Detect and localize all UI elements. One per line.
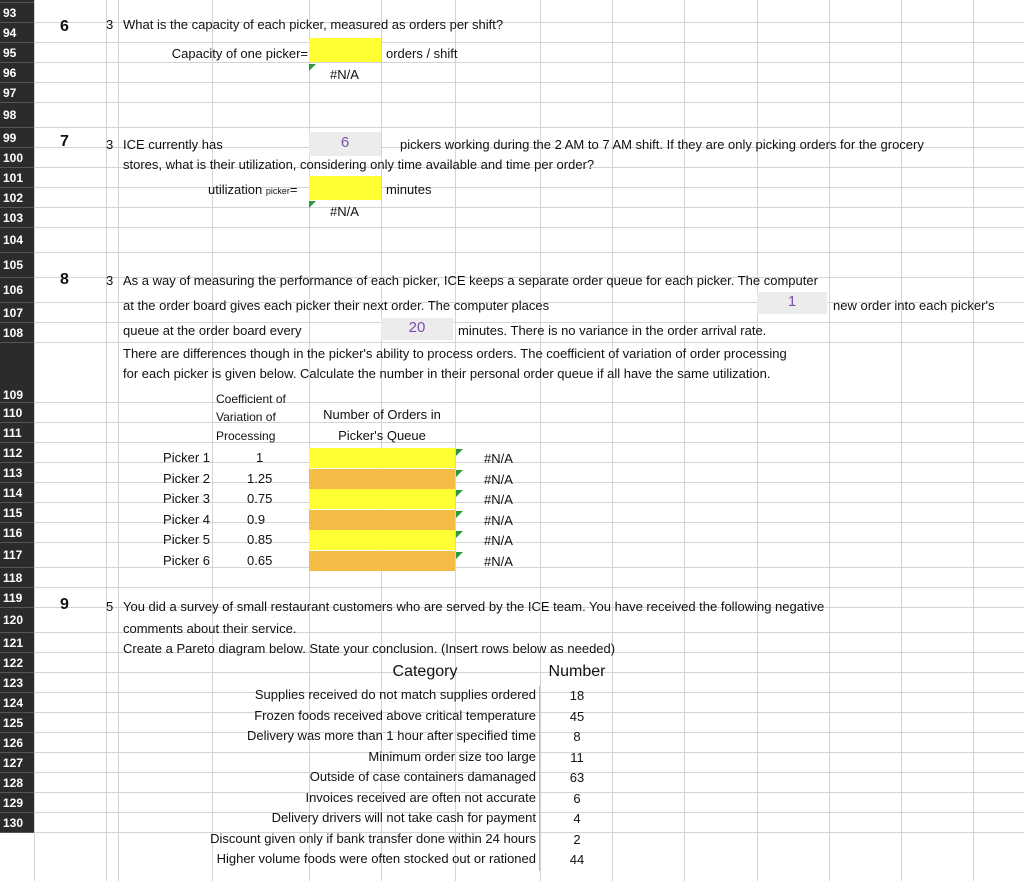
gridline [34, 402, 1024, 403]
q6-answer-cell[interactable] [309, 38, 381, 62]
q6-unit: orders / shift [386, 46, 458, 61]
row-header[interactable]: 115 [0, 503, 34, 523]
row-header[interactable]: 95 [0, 43, 34, 63]
row-header[interactable]: 94 [0, 23, 34, 43]
row-header[interactable]: 117 [0, 543, 34, 568]
row-header[interactable]: 119 [0, 588, 34, 608]
row-header[interactable]: 127 [0, 753, 34, 773]
q9-line2: comments about their service. [123, 621, 297, 636]
error-indicator-icon [456, 531, 463, 538]
q6-result: #N/A [330, 67, 359, 82]
gridline [34, 82, 1024, 83]
gridline [34, 422, 1024, 423]
picker-queue-result: #N/A [484, 512, 513, 528]
gridline [757, 0, 758, 881]
picker-name: Picker 5 [163, 532, 210, 547]
gridline [34, 0, 35, 881]
q7-value: 6 [340, 134, 350, 151]
row-header[interactable]: 100 [0, 148, 34, 168]
gridline [106, 0, 107, 881]
q9-points: 5 [106, 599, 114, 614]
q9-line3: Create a Pareto diagram below. State your conclusion. (Insert rows below as needed) [123, 641, 616, 656]
q8-line3b: minutes. There is no variance in the order arrival rate. [458, 323, 767, 338]
q8-line3a: queue at the order board every [123, 323, 302, 338]
error-indicator-icon [456, 449, 463, 456]
picker-queue-answer-cell[interactable] [309, 489, 455, 509]
picker-queue-answer-cell[interactable] [309, 510, 455, 530]
q8-line2a: at the order board gives each picker their next order. The computer places [123, 298, 550, 313]
q8-value1: 1 [787, 293, 797, 310]
q6-number: 6 [60, 18, 69, 35]
row-header[interactable]: 93 [0, 3, 34, 23]
pareto-number: 6 [573, 790, 581, 806]
gridline [34, 342, 1024, 343]
picker-cv: 0.65 [247, 552, 273, 568]
picker-queue-result: #N/A [484, 553, 513, 569]
gridline [973, 0, 974, 881]
q7-unit: minutes [386, 182, 432, 197]
gridline [34, 207, 1024, 208]
row-header[interactable]: 130 [0, 813, 34, 833]
pareto-number: 63 [569, 770, 585, 785]
picker-cv: 0.85 [247, 532, 273, 547]
gridline [118, 0, 119, 881]
q7-text-b: pickers working during the 2 AM to 7 AM shift. If they are only picking orders for the grocery [400, 137, 924, 152]
row-header[interactable]: 99 [0, 128, 34, 148]
row-header[interactable]: 121 [0, 633, 34, 653]
q7-answer-cell[interactable] [309, 176, 381, 200]
row-header[interactable]: 110 [0, 403, 34, 423]
q7-points: 3 [106, 137, 114, 152]
pareto-number: 18 [569, 688, 585, 703]
q7-label: utilization picker= [208, 182, 298, 197]
picker-cv: 1.25 [247, 470, 273, 486]
row-header[interactable]: 120 [0, 608, 34, 633]
row-header[interactable]: 101 [0, 168, 34, 188]
pareto-number: 8 [573, 729, 581, 744]
row-header[interactable]: 114 [0, 483, 34, 503]
gridline [34, 442, 1024, 443]
row-header[interactable]: 129 [0, 793, 34, 813]
q7-number: 7 [60, 133, 69, 150]
header-cv-line2: Variation of [216, 410, 276, 424]
picker-cv: 0.75 [247, 491, 273, 506]
row-header[interactable]: 116 [0, 523, 34, 543]
q8-value2: 20 [408, 319, 426, 336]
gridline [901, 0, 902, 881]
pareto-category: Delivery was more than 1 hour after specified time [160, 727, 540, 748]
error-indicator-icon [456, 552, 463, 559]
row-header[interactable]: 105 [0, 253, 34, 278]
row-header[interactable]: 102 [0, 188, 34, 208]
gridline [34, 127, 1024, 128]
error-indicator-icon [456, 511, 463, 518]
pareto-number: 44 [569, 852, 585, 867]
q7-text-c: stores, what is their utilization, considering only time available and time per order? [123, 157, 595, 172]
pareto-number: 11 [570, 749, 584, 765]
picker-queue-result: #N/A [484, 471, 513, 487]
row-header[interactable]: 122 [0, 653, 34, 673]
pareto-number: 2 [573, 831, 581, 847]
q6-points: 3 [106, 17, 114, 32]
pareto-category: Outside of case containers damanaged [160, 768, 540, 789]
row-header[interactable]: 97 [0, 83, 34, 103]
q6-label: Capacity of one picker= [171, 46, 308, 61]
header-queue-line2: Picker's Queue [338, 428, 426, 443]
picker-queue-result: #N/A [484, 451, 513, 466]
row-header[interactable]: 111 [0, 423, 34, 443]
gridline [34, 252, 1024, 253]
row-header[interactable]: 113 [0, 463, 34, 483]
row-header[interactable]: 108 [0, 323, 34, 343]
pareto-header-category: Category [392, 663, 458, 680]
header-queue-line1: Number of Orders in [323, 407, 441, 422]
q8-line4: There are differences though in the picker's ability to process orders. The coefficient of variation of order processing [123, 346, 787, 361]
pareto-category: Supplies received do not match supplies ordered [160, 686, 540, 707]
gridline [34, 187, 1024, 188]
picker-name: Picker 2 [163, 470, 210, 486]
picker-queue-answer-cell[interactable] [309, 530, 455, 550]
pareto-category: Frozen foods received above critical temperature [160, 707, 540, 728]
q7-text-a: ICE currently has [123, 137, 223, 152]
pareto-category: Discount given only if bank transfer done within 24 hours [160, 830, 540, 851]
row-header[interactable]: 126 [0, 733, 34, 753]
pareto-number: 45 [569, 708, 585, 724]
gridline [684, 0, 685, 881]
pareto-category: Higher volume foods were often stocked out or rationed [160, 850, 540, 871]
gridline [34, 102, 1024, 103]
error-indicator-icon [309, 64, 316, 71]
gridline [34, 587, 1024, 588]
row-header[interactable]: 118 [0, 568, 34, 588]
row-header[interactable]: 96 [0, 63, 34, 83]
gridline [34, 42, 1024, 43]
row-header[interactable]: 124 [0, 693, 34, 713]
picker-cv: 1 [256, 450, 264, 465]
row-header[interactable]: 103 [0, 208, 34, 228]
gridline [34, 227, 1024, 228]
pareto-category: Minimum order size too large [160, 748, 540, 769]
picker-queue-answer-cell[interactable] [309, 469, 455, 489]
row-header[interactable]: 107 [0, 303, 34, 323]
row-header[interactable]: 125 [0, 713, 34, 733]
error-indicator-icon [456, 490, 463, 497]
row-header[interactable]: 104 [0, 228, 34, 253]
q8-line2b: new order into each picker's [833, 298, 995, 313]
row-header[interactable]: 98 [0, 103, 34, 128]
pareto-number: 4 [573, 811, 581, 826]
pareto-category: Invoices received are often not accurate [160, 789, 540, 810]
q8-line1: As a way of measuring the performance of each picker, ICE keeps a separate order queue for each picker. The computer [123, 273, 818, 288]
header-cv-line1: Coefficient of [216, 392, 286, 406]
row-header[interactable]: 109 [0, 343, 34, 403]
row-header[interactable]: 128 [0, 773, 34, 793]
q8-line5: for each picker is given below. Calculate the number in their personal order queue if all have the same utilization. [123, 366, 771, 381]
q9-number: 9 [60, 596, 69, 613]
q7-result: #N/A [330, 204, 359, 219]
q8-number: 8 [60, 271, 69, 288]
error-indicator-icon [456, 470, 463, 477]
row-header[interactable]: 106 [0, 278, 34, 303]
header-cv-line3: Processing [216, 429, 276, 443]
picker-name: Picker 6 [163, 552, 210, 568]
picker-queue-result: #N/A [484, 492, 513, 507]
picker-queue-answer-cell[interactable] [309, 448, 455, 468]
q8-points: 3 [106, 273, 114, 288]
gridline [612, 0, 613, 881]
row-header[interactable]: 123 [0, 673, 34, 693]
picker-name: Picker 4 [163, 511, 210, 527]
q6-text: What is the capacity of each picker, measured as orders per shift? [123, 17, 504, 32]
picker-name: Picker 3 [163, 491, 210, 506]
gridline [829, 0, 830, 881]
error-indicator-icon [309, 201, 316, 208]
pareto-category: Delivery drivers will not take cash for payment [160, 809, 540, 830]
gridline [540, 0, 541, 881]
pareto-header-number: Number [548, 663, 606, 680]
q9-line1: You did a survey of small restaurant customers who are served by the ICE team. You have received the following negative [123, 599, 825, 614]
picker-queue-answer-cell[interactable] [309, 551, 455, 571]
picker-queue-result: #N/A [484, 533, 513, 548]
row-header[interactable]: 112 [0, 443, 34, 463]
picker-name: Picker 1 [163, 450, 210, 465]
picker-cv: 0.9 [247, 511, 266, 527]
